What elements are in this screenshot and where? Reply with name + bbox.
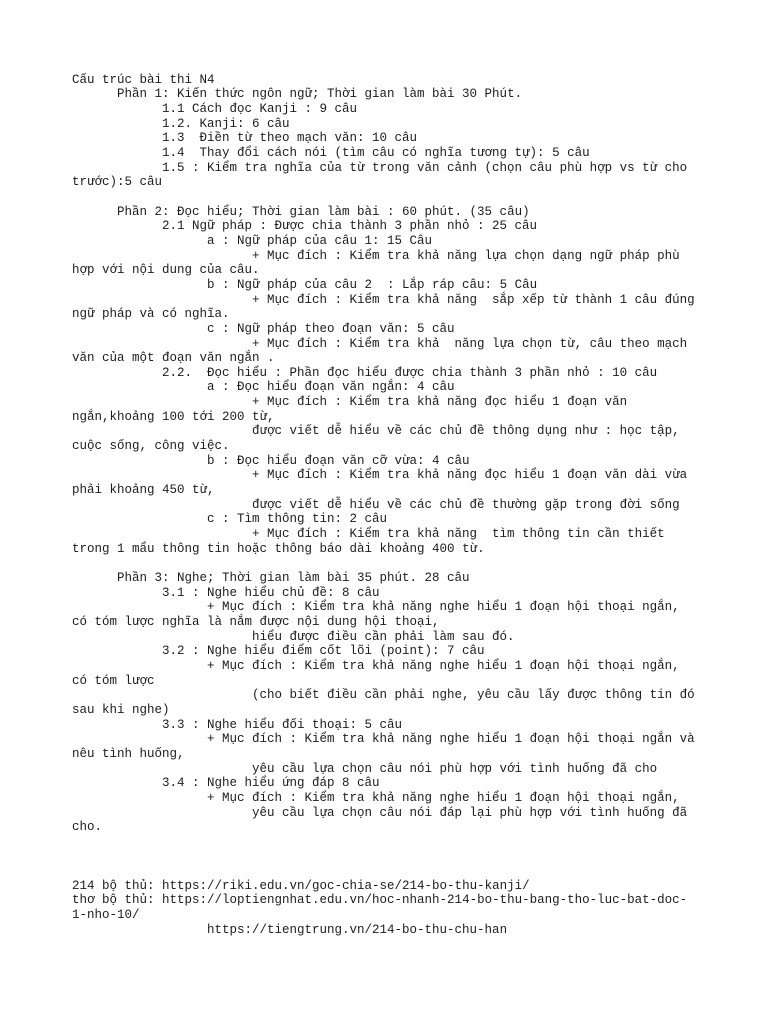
continuation-line: ngắn,khoảng 100 tới 200 từ, (72, 409, 275, 424)
item-2-1: 2.1 Ngữ pháp : Được chia thành 3 phần nhỏ : 25 câu (162, 219, 538, 234)
document-page (72, 73, 712, 938)
item-3-2: 3.2 : Nghe hiểu điểm cốt lõi (point): 7 câu (162, 644, 485, 659)
blank-line (72, 556, 712, 571)
continuation-line: cho. (72, 820, 103, 835)
blank-line (72, 835, 712, 850)
blank-line (72, 849, 712, 864)
document-title: Cấu trúc bài thi N4 (72, 72, 215, 87)
continuation-line: có tóm lược nghĩa là nắm được nội dung hội thoại, (72, 614, 440, 629)
continuation-line: cuộc sống, công việc. (72, 439, 230, 454)
item-1-3: 1.3 Điền từ theo mạch văn: 10 câu (162, 131, 418, 146)
continuation-line: văn của một đoạn văn ngắn . (72, 351, 275, 366)
subitem-2-2-c: c : Tìm thông tin: 2 câu (207, 512, 388, 527)
continuation-line: có tóm lược (72, 673, 155, 688)
subitem-2-1-c: c : Ngữ pháp theo đoạn văn: 5 câu (207, 321, 455, 336)
continuation-line: sau khi nghe) (72, 702, 170, 717)
purpose-detail-line: được viết dễ hiểu về các chủ đề thường gặp trong đời sống (252, 497, 680, 512)
reference-line-radicals: 214 bộ thủ: https://riki.edu.vn/goc-chia-se/214-bo-thu-kanji/ (72, 878, 530, 893)
subitem-2-1-a: a : Ngữ pháp của câu 1: 15 Câu (207, 233, 433, 248)
item-1-5: 1.5 : Kiểm tra nghĩa của từ trong văn cảnh (chọn câu phù hợp vs từ cho (162, 160, 688, 175)
subitem-2-2-a: a : Đọc hiểu đoạn văn ngắn: 4 câu (207, 380, 455, 395)
purpose-detail-line: được viết dễ hiểu về các chủ đề thông dụng như : học tập, (252, 424, 680, 439)
continuation-line: trước):5 câu (72, 175, 163, 190)
blank-line (72, 864, 712, 879)
part2-heading: Phần 2: Đọc hiểu; Thời gian làm bài : 60 phút. (35 câu) (117, 204, 530, 219)
purpose-line: + Mục đích : Kiểm tra khả năng đọc hiểu 1 đoạn văn (252, 395, 628, 410)
purpose-line: + Mục đích : Kiểm tra khả năng lựa chọn từ, câu theo mạch (252, 336, 688, 351)
continuation-line: 1-nho-10/ (72, 908, 140, 923)
item-1-2: 1.2. Kanji: 6 câu (162, 116, 290, 131)
item-3-4: 3.4 : Nghe hiểu ứng đáp 8 câu (162, 776, 380, 791)
purpose-line: + Mục đích : Kiểm tra khả năng nghe hiểu 1 đoạn hội thoại ngắn, (207, 790, 680, 805)
continuation-line: trong 1 mẩu thông tin hoặc thông báo dài khoảng 400 từ. (72, 541, 485, 556)
item-1-4: 1.4 Thay đổi cách nói (tìm câu có nghĩa tương tự): 5 câu (162, 145, 590, 160)
blank-line (72, 190, 712, 205)
reference-line-chinese-radicals: https://tiengtrung.vn/214-bo-thu-chu-han (207, 922, 508, 937)
continuation-line: ngữ pháp và có nghĩa. (72, 307, 230, 322)
purpose-detail-line: (cho biết điều cần phải nghe, yêu cầu lấy được thông tin đó (252, 688, 695, 703)
purpose-line: + Mục đích : Kiểm tra khả năng nghe hiểu 1 đoạn hội thoại ngắn và (207, 732, 695, 747)
purpose-detail-line: yêu cầu lựa chọn câu nói đáp lại phù hợp với tình huống đã (252, 805, 688, 820)
reference-line-radical-poem: thơ bộ thủ: https://loptiengnhat.edu.vn/hoc-nhanh-214-bo-thu-bang-tho-luc-bat-doc- (72, 893, 688, 908)
item-2-2: 2.2. Đọc hiểu : Phần đọc hiểu được chia thành 3 phần nhỏ : 10 câu (162, 365, 658, 380)
purpose-detail-line: hiểu được điều cần phải làm sau đó. (252, 629, 515, 644)
purpose-line: + Mục đích : Kiểm tra khả năng sắp xếp từ thành 1 câu đúng (252, 292, 695, 307)
purpose-line: + Mục đích : Kiểm tra khả năng nghe hiểu 1 đoạn hội thoại ngắn, (207, 600, 680, 615)
purpose-line: + Mục đích : Kiểm tra khả năng nghe hiểu 1 đoạn hội thoại ngắn, (207, 658, 680, 673)
item-3-1: 3.1 : Nghe hiểu chủ đề: 8 câu (162, 585, 380, 600)
item-3-3: 3.3 : Nghe hiểu đối thoại: 5 câu (162, 717, 403, 732)
purpose-line: + Mục đích : Kiểm tra khả năng lựa chọn dạng ngữ pháp phù (252, 248, 680, 263)
continuation-line: hợp với nội dung của câu. (72, 263, 260, 278)
purpose-detail-line: yêu cầu lựa chọn câu nói phù hợp với tình huống đã cho (252, 761, 658, 776)
part1-heading: Phần 1: Kiến thức ngôn ngữ; Thời gian làm bài 30 Phút. (117, 87, 523, 102)
part3-heading: Phần 3: Nghe; Thời gian làm bài 35 phút. 28 câu (117, 571, 470, 585)
continuation-line: phải khoảng 450 từ, (72, 483, 215, 498)
purpose-line: + Mục đích : Kiểm tra khả năng tìm thông tin cần thiết (252, 527, 665, 542)
item-1-1: 1.1 Cách đọc Kanji : 9 câu (162, 102, 358, 116)
subitem-2-1-b: b : Ngữ pháp của câu 2 : Lắp ráp câu: 5 Câu (207, 277, 538, 292)
purpose-line: + Mục đích : Kiểm tra khả năng đọc hiểu 1 đoạn văn dài vừa (252, 468, 688, 483)
continuation-line: nêu tình huống, (72, 746, 185, 761)
subitem-2-2-b: b : Đọc hiểu đoạn văn cỡ vừa: 4 câu (207, 453, 470, 468)
